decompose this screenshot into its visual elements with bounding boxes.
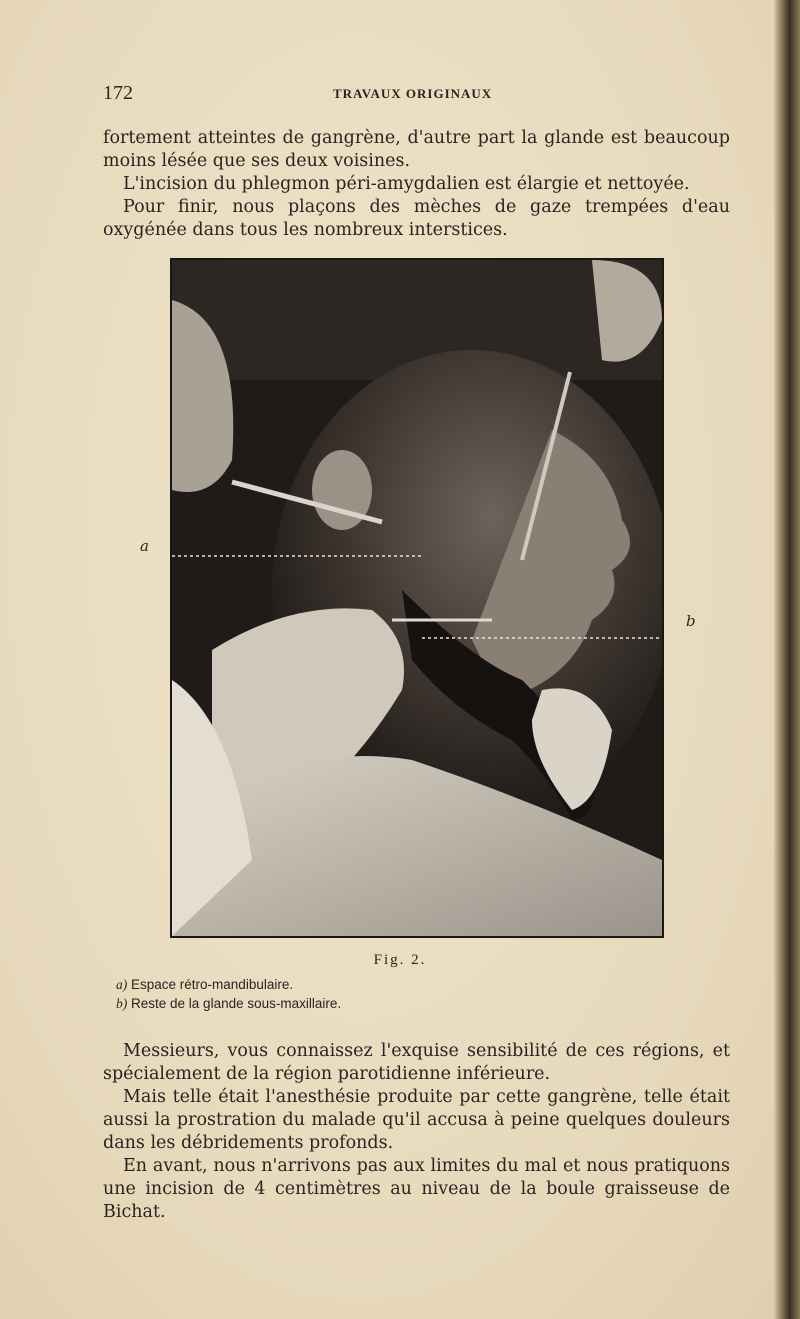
figure-label-b: b (686, 612, 696, 630)
book-spine-shadow (774, 0, 800, 1319)
figure-label-a: a (140, 537, 149, 555)
page-header (103, 82, 723, 106)
legend-key: a) (116, 977, 128, 992)
figure-legend (116, 975, 341, 1013)
legend-key: b) (116, 996, 128, 1011)
paragraph: fortement atteintes de gangrène, d'autre part la glande est beaucoup moins lésée que ses deux voisines. (103, 128, 730, 171)
legend-item (116, 975, 341, 994)
bottom-text-block (103, 1040, 730, 1224)
paragraph: Messieurs, vous connaissez l'exquise sensibilité de ces régions, et spécialement de la région parotidienne inférieure. (103, 1041, 730, 1084)
legend-item (116, 994, 341, 1013)
legend-text: Espace rétro-mandibulaire. (131, 977, 294, 992)
paragraph: L'incision du phlegmon péri-amygdalien est élargie et nettoyée. (123, 174, 690, 194)
page-number: 172 (103, 82, 133, 104)
paragraph: En avant, nous n'arrivons pas aux limites du mal et nous pratiquons une incision de 4 centimètres au niveau de la boule graisseuse de Bichat. (103, 1156, 730, 1222)
top-text-block (103, 127, 730, 242)
surgical-photograph (170, 258, 664, 938)
figure-title: Fig. 2. (373, 952, 427, 968)
paragraph: Pour finir, nous plaçons des mèches de gaze trempées d'eau oxygénée dans tous les nombreux interstices. (103, 197, 730, 240)
legend-text: Reste de la glande sous-maxillaire. (131, 996, 342, 1011)
paragraph: Mais telle était l'anesthésie produite par cette gangrène, telle était aussi la prostration du malade qu'il accusa à peine quelques douleurs dans les débridements profonds. (103, 1087, 730, 1153)
running-head: TRAVAUX ORIGINAUX (333, 86, 493, 101)
